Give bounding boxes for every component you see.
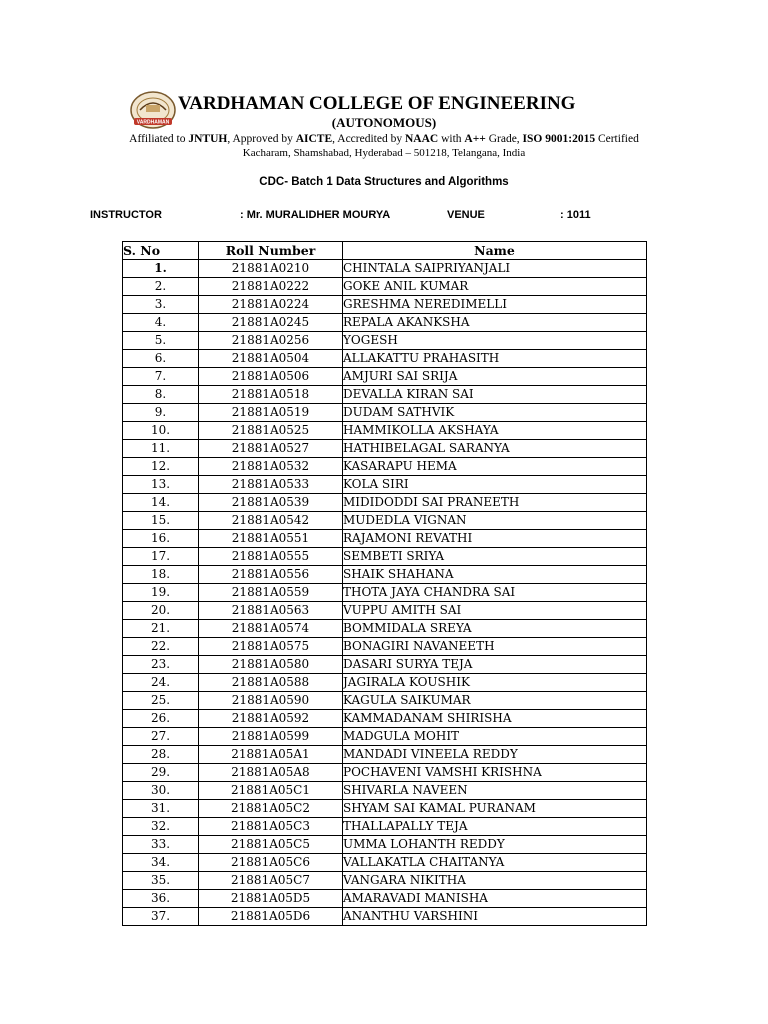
- roll-number-cell: 21881A05C5: [199, 836, 343, 854]
- table-row: [123, 260, 647, 278]
- roll-number-cell: 21881A05D6: [199, 908, 343, 926]
- student-name-cell: MIDIDODDI SAI PRANEETH: [343, 494, 647, 512]
- table-header-row: [123, 242, 647, 260]
- table-row: [123, 584, 647, 602]
- roll-number-cell: 21881A05C6: [199, 854, 343, 872]
- roll-number-cell: 21881A05C2: [199, 800, 343, 818]
- student-name-cell: MUDEDLA VIGNAN: [343, 512, 647, 530]
- logo-text: VARDHAMAN: [136, 119, 170, 126]
- table-row: [123, 854, 647, 872]
- serial-number-cell: 25.: [123, 692, 199, 710]
- roll-number-cell: 21881A0555: [199, 548, 343, 566]
- serial-number-cell: 26.: [123, 710, 199, 728]
- student-name-cell: GOKE ANIL KUMAR: [343, 278, 647, 296]
- student-name-cell: SEMBETI SRIYA: [343, 548, 647, 566]
- table-row: [123, 782, 647, 800]
- student-name-cell: YOGESH: [343, 332, 647, 350]
- roll-number-cell: 21881A0518: [199, 386, 343, 404]
- table-body: [123, 260, 647, 926]
- roll-number-cell: 21881A05C1: [199, 782, 343, 800]
- serial-number-cell: 21.: [123, 620, 199, 638]
- roll-number-cell: 21881A05C7: [199, 872, 343, 890]
- serial-number-cell: 13.: [123, 476, 199, 494]
- serial-number-cell: 3.: [123, 296, 199, 314]
- serial-number-cell: 11.: [123, 440, 199, 458]
- table-row: [123, 908, 647, 926]
- student-name-cell: KOLA SIRI: [343, 476, 647, 494]
- roll-number-cell: 21881A05A1: [199, 746, 343, 764]
- serial-number-cell: 15.: [123, 512, 199, 530]
- affiliation-part: NAAC: [404, 133, 439, 145]
- header-name: Name: [343, 242, 647, 260]
- roll-number-cell: 21881A0525: [199, 422, 343, 440]
- serial-number-cell: 33.: [123, 836, 199, 854]
- student-name-cell: RAJAMONI REVATHI: [343, 530, 647, 548]
- table-row: [123, 890, 647, 908]
- roll-number-cell: 21881A0224: [199, 296, 343, 314]
- serial-number-cell: 12.: [123, 458, 199, 476]
- table-row: [123, 566, 647, 584]
- affiliation-line: [0, 133, 768, 145]
- roll-number-cell: 21881A05C3: [199, 818, 343, 836]
- affiliation-part: Grade,: [485, 133, 523, 145]
- table-row: [123, 638, 647, 656]
- roll-number-cell: 21881A0551: [199, 530, 343, 548]
- student-name-cell: ANANTHU VARSHINI: [343, 908, 647, 926]
- affiliation-part: Affiliated to: [129, 133, 189, 145]
- serial-number-cell: 32.: [123, 818, 199, 836]
- table-row: [123, 620, 647, 638]
- table-row: [123, 296, 647, 314]
- student-name-cell: UMMA LOHANTH REDDY: [343, 836, 647, 854]
- serial-number-cell: 17.: [123, 548, 199, 566]
- roll-number-cell: 21881A0580: [199, 656, 343, 674]
- table-row: [123, 332, 647, 350]
- roll-number-cell: 21881A0256: [199, 332, 343, 350]
- student-name-cell: KAGULA SAIKUMAR: [343, 692, 647, 710]
- roll-number-cell: 21881A0588: [199, 674, 343, 692]
- table-row: [123, 368, 647, 386]
- serial-number-cell: 7.: [123, 368, 199, 386]
- roll-number-cell: 21881A0504: [199, 350, 343, 368]
- affiliation-part: Certified: [595, 133, 639, 145]
- table-row: [123, 476, 647, 494]
- serial-number-cell: 34.: [123, 854, 199, 872]
- student-name-cell: MADGULA MOHIT: [343, 728, 647, 746]
- roll-number-cell: 21881A0556: [199, 566, 343, 584]
- serial-number-cell: 6.: [123, 350, 199, 368]
- serial-number-cell: 14.: [123, 494, 199, 512]
- student-name-cell: POCHAVENI VAMSHI KRISHNA: [343, 764, 647, 782]
- serial-number-cell: 2.: [123, 278, 199, 296]
- instructor-value: : Mr. MURALIDHER MOURYA: [240, 209, 391, 221]
- affiliation-part: A++: [464, 133, 486, 145]
- student-name-cell: THALLAPALLY TEJA: [343, 818, 647, 836]
- student-name-cell: HATHIBELAGAL SARANYA: [343, 440, 647, 458]
- student-name-cell: KASARAPU HEMA: [343, 458, 647, 476]
- student-name-cell: HAMMIKOLLA AKSHAYA: [343, 422, 647, 440]
- table-row: [123, 746, 647, 764]
- roll-number-cell: 21881A0599: [199, 728, 343, 746]
- roll-number-cell: 21881A0533: [199, 476, 343, 494]
- student-name-cell: THOTA JAYA CHANDRA SAI: [343, 584, 647, 602]
- table-row: [123, 386, 647, 404]
- student-name-cell: DEVALLA KIRAN SAI: [343, 386, 647, 404]
- table-row: [123, 656, 647, 674]
- serial-number-cell: 28.: [123, 746, 199, 764]
- table-row: [123, 692, 647, 710]
- serial-number-cell: 9.: [123, 404, 199, 422]
- serial-number-cell: 31.: [123, 800, 199, 818]
- roll-number-cell: 21881A0210: [199, 260, 343, 278]
- student-name-cell: DASARI SURYA TEJA: [343, 656, 647, 674]
- roll-number-cell: 21881A0575: [199, 638, 343, 656]
- roll-number-cell: 21881A05A8: [199, 764, 343, 782]
- table-row: [123, 440, 647, 458]
- affiliation-part: , Approved by: [227, 133, 296, 145]
- table-row: [123, 512, 647, 530]
- roll-number-cell: 21881A0574: [199, 620, 343, 638]
- serial-number-cell: 20.: [123, 602, 199, 620]
- roll-number-cell: 21881A0539: [199, 494, 343, 512]
- affiliation-part: JNTUH: [188, 133, 228, 145]
- roll-number-cell: 21881A05D5: [199, 890, 343, 908]
- student-name-cell: GRESHMA NEREDIMELLI: [343, 296, 647, 314]
- student-name-cell: SHAIK SHAHANA: [343, 566, 647, 584]
- roll-number-cell: 21881A0519: [199, 404, 343, 422]
- serial-number-cell: 22.: [123, 638, 199, 656]
- table-row: [123, 530, 647, 548]
- table-row: [123, 350, 647, 368]
- serial-number-cell: 27.: [123, 728, 199, 746]
- table-row: [123, 458, 647, 476]
- student-name-cell: AMJURI SAI SRIJA: [343, 368, 647, 386]
- serial-number-cell: 23.: [123, 656, 199, 674]
- table-row: [123, 728, 647, 746]
- roll-number-cell: 21881A0590: [199, 692, 343, 710]
- roll-number-cell: 21881A0222: [199, 278, 343, 296]
- roll-number-cell: 21881A0542: [199, 512, 343, 530]
- header-sno: S. No: [123, 242, 199, 260]
- header-roll-number: Roll Number: [199, 242, 343, 260]
- student-name-cell: BONAGIRI NAVANEETH: [343, 638, 647, 656]
- student-name-cell: CHINTALA SAIPRIYANJALI: [343, 260, 647, 278]
- college-name: VARDHAMAN COLLEGE OF ENGINEERING: [178, 93, 576, 114]
- table-row: [123, 494, 647, 512]
- table-row: [123, 404, 647, 422]
- student-name-cell: DUDAM SATHVIK: [343, 404, 647, 422]
- serial-number-cell: 4.: [123, 314, 199, 332]
- roll-number-cell: 21881A0527: [199, 440, 343, 458]
- serial-number-cell: 1.: [123, 260, 199, 278]
- table-row: [123, 710, 647, 728]
- table-row: [123, 548, 647, 566]
- affiliation-part: , Accredited by: [332, 133, 405, 145]
- roll-number-cell: 21881A0245: [199, 314, 343, 332]
- student-name-cell: AMARAVADI MANISHA: [343, 890, 647, 908]
- roll-number-cell: 21881A0506: [199, 368, 343, 386]
- college-address: Kacharam, Shamshabad, Hyderabad – 501218, Telangana, India: [242, 147, 526, 159]
- roll-number-cell: 21881A0592: [199, 710, 343, 728]
- instructor-label: INSTRUCTOR: [90, 209, 162, 221]
- student-name-cell: JAGIRALA KOUSHIK: [343, 674, 647, 692]
- table-row: [123, 872, 647, 890]
- student-name-cell: VANGARA NIKITHA: [343, 872, 647, 890]
- table-row: [123, 818, 647, 836]
- serial-number-cell: 5.: [123, 332, 199, 350]
- serial-number-cell: 18.: [123, 566, 199, 584]
- serial-number-cell: 16.: [123, 530, 199, 548]
- affiliation-part: with: [438, 133, 465, 145]
- roll-number-cell: 21881A0559: [199, 584, 343, 602]
- serial-number-cell: 37.: [123, 908, 199, 926]
- serial-number-cell: 19.: [123, 584, 199, 602]
- table-row: [123, 422, 647, 440]
- student-name-cell: MANDADI VINEELA REDDY: [343, 746, 647, 764]
- serial-number-cell: 10.: [123, 422, 199, 440]
- serial-number-cell: 24.: [123, 674, 199, 692]
- venue-label: VENUE: [447, 209, 485, 221]
- student-name-cell: BOMMIDALA SREYA: [343, 620, 647, 638]
- table-row: [123, 314, 647, 332]
- affiliation-part: ISO 9001:2015: [522, 133, 596, 145]
- student-roster-table: [122, 241, 647, 926]
- table-row: [123, 836, 647, 854]
- student-name-cell: VALLAKATLA CHAITANYA: [343, 854, 647, 872]
- venue-value: : 1011: [560, 209, 591, 221]
- serial-number-cell: 29.: [123, 764, 199, 782]
- table-row: [123, 602, 647, 620]
- autonomous-status: (AUTONOMOUS): [331, 115, 437, 130]
- student-name-cell: SHYAM SAI KAMAL PURANAM: [343, 800, 647, 818]
- table-row: [123, 800, 647, 818]
- student-name-cell: KAMMADANAM SHIRISHA: [343, 710, 647, 728]
- course-title: CDC- Batch 1 Data Structures and Algorithms: [259, 176, 509, 188]
- roll-number-cell: 21881A0532: [199, 458, 343, 476]
- student-name-cell: REPALA AKANKSHA: [343, 314, 647, 332]
- student-name-cell: SHIVARLA NAVEEN: [343, 782, 647, 800]
- serial-number-cell: 30.: [123, 782, 199, 800]
- serial-number-cell: 8.: [123, 386, 199, 404]
- serial-number-cell: 36.: [123, 890, 199, 908]
- roll-number-cell: 21881A0563: [199, 602, 343, 620]
- table-row: [123, 278, 647, 296]
- table-row: [123, 764, 647, 782]
- student-name-cell: ALLAKATTU PRAHASITH: [343, 350, 647, 368]
- table-row: [123, 674, 647, 692]
- affiliation-part: AICTE: [295, 133, 333, 145]
- serial-number-cell: 35.: [123, 872, 199, 890]
- student-name-cell: VUPPU AMITH SAI: [343, 602, 647, 620]
